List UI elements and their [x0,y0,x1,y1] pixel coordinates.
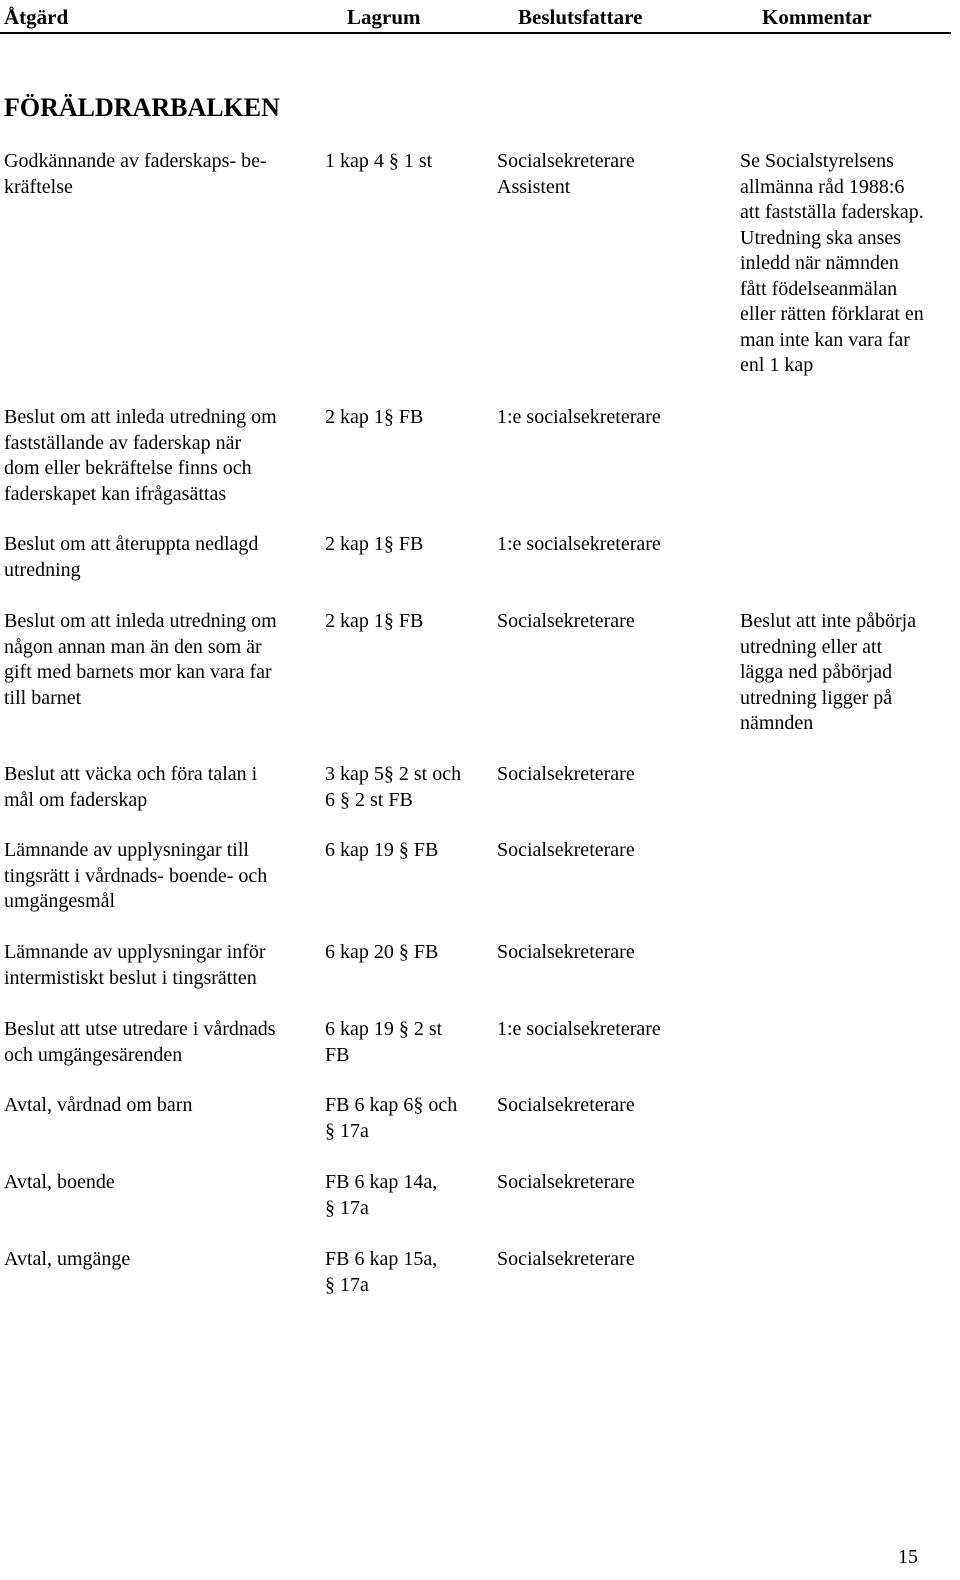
comment-cell [740,609,916,737]
law-cell [325,762,461,813]
comment-text-line: lägga ned påbörjad [740,661,893,683]
decider-cell [497,940,635,966]
decider-cell [497,838,635,864]
action-text-line: någon annan man än den som är [4,635,262,658]
action-text-line: Avtal, umgänge [4,1248,131,1270]
action-text-line: Lämnande av upplysningar inför [4,941,266,963]
law-cell [325,1170,437,1221]
action-text-line: Beslut om att inleda utredning om [4,406,277,428]
law-text-line: 2 kap 1§ FB [325,610,424,632]
comment-cell [740,149,924,379]
column-header-comment: Kommentar [762,5,872,29]
law-text-line: 2 kap 1§ FB [325,406,424,428]
action-text-line: och umgängesärenden [4,1043,183,1066]
law-text-line: FB [325,1043,350,1066]
comment-text-line: man inte kan vara far [740,328,910,351]
comment-text-line: allmänna råd 1988:6 [740,175,905,198]
law-text-line: 6 § 2 st FB [325,788,413,811]
comment-text-line: utredning ligger på [740,686,893,709]
law-text-line: FB 6 kap 6§ och [325,1094,458,1116]
law-text-line: 6 kap 19 § FB [325,839,439,861]
comment-text-line: utredning eller att [740,635,883,658]
decider-cell [497,149,635,200]
decider-text-line: 1:e socialsekreterare [497,1018,661,1040]
law-cell [325,609,423,635]
decider-text-line: Socialsekreterare [497,150,635,172]
decider-text-line: Socialsekreterare [497,1248,635,1270]
action-text-line: intermistiskt beslut i tingsrätten [4,966,257,989]
action-cell [4,149,267,200]
decider-text-line: Socialsekreterare [497,610,635,632]
decider-cell [497,532,661,558]
action-cell [4,1017,276,1068]
law-cell [325,532,423,558]
column-header-action: Åtgärd [4,5,69,29]
law-text-line: FB 6 kap 14a, [325,1171,438,1193]
decider-text-line: 1:e socialsekreterare [497,533,661,555]
action-text-line: Beslut att utse utredare i vårdnads [4,1018,276,1040]
action-cell [4,1093,192,1119]
law-cell [325,1247,437,1298]
decider-text-line: Socialsekreterare [497,763,635,785]
decider-text-line: Socialsekreterare [497,839,635,861]
action-cell [4,762,257,813]
column-header-decider: Beslutsfattare [518,5,643,29]
action-text-line: Avtal, vårdnad om barn [4,1094,193,1116]
law-cell [325,1093,457,1144]
action-cell [4,405,277,507]
action-text-line: dom eller bekräftelse finns och [4,457,252,479]
action-cell [4,1247,130,1273]
decider-cell [497,1017,661,1043]
law-text-line: § 17a [325,1273,369,1296]
comment-text-line: Se Socialstyrelsens [740,150,894,172]
decider-text-line: Socialsekreterare [497,941,635,963]
decider-cell [497,405,661,431]
law-text-line: § 17a [325,1196,369,1219]
law-cell [325,838,438,864]
action-cell [4,532,258,583]
comment-text-line: Utredning ska anses [740,226,902,249]
action-text-line: Lämnande av upplysningar till [4,839,249,861]
law-text-line: 1 kap 4 § 1 st [325,150,433,172]
comment-text-line: fått födelseanmälan [740,277,898,300]
decider-cell [497,1093,635,1119]
decider-cell [497,762,635,788]
action-cell [4,838,267,915]
action-cell [4,940,266,991]
action-text-line: tingsrätt i vårdnads- boende- och [4,864,268,887]
comment-text-line: eller rätten förklarat en [740,303,924,325]
action-text-line: fastställande av faderskap när [4,431,242,454]
column-header-law: Lagrum [347,5,421,29]
page-number: 15 [898,1546,918,1568]
action-text-line: Beslut om att återuppta nedlagd [4,533,259,555]
section-title: FÖRÄLDRARBALKEN [4,93,280,122]
action-text-line: Avtal, boende [4,1171,115,1193]
law-cell [325,940,438,966]
action-text-line: till barnet [4,686,82,709]
law-text-line: FB 6 kap 15a, [325,1248,438,1270]
action-text-line: kräftelse [4,175,73,198]
action-cell [4,609,277,711]
action-text-line: Beslut att väcka och föra talan i [4,763,258,785]
law-text-line: § 17a [325,1119,369,1142]
law-cell [325,405,423,431]
action-text-line: mål om faderskap [4,788,148,811]
law-cell [325,149,432,175]
decider-text-line: Socialsekreterare [497,1094,635,1116]
decider-cell [497,1247,635,1273]
comment-text-line: nämnden [740,712,814,734]
action-text-line: Beslut om att inleda utredning om [4,610,277,632]
decider-text-line: Assistent [497,175,571,198]
decider-cell [497,1170,635,1196]
action-text-line: utredning [4,558,81,581]
law-text-line: 2 kap 1§ FB [325,533,424,555]
action-text-line: gift med barnets mor kan vara far [4,661,272,683]
comment-text-line: att fastställa faderskap. [740,201,924,223]
decider-cell [497,609,635,635]
comment-text-line: enl 1 kap [740,354,814,376]
action-cell [4,1170,115,1196]
action-text-line: umgängesmål [4,890,116,912]
law-text-line: 6 kap 20 § FB [325,941,439,963]
law-cell [325,1017,442,1068]
action-text-line: Godkännande av faderskaps- be- [4,150,267,172]
action-text-line: faderskapet kan ifrågasättas [4,482,227,505]
comment-text-line: inledd när nämnden [740,252,899,274]
decider-text-line: 1:e socialsekreterare [497,406,661,428]
law-text-line: 3 kap 5§ 2 st och [325,763,462,785]
law-text-line: 6 kap 19 § 2 st [325,1018,443,1040]
comment-text-line: Beslut att inte påbörja [740,610,917,632]
decider-text-line: Socialsekreterare [497,1171,635,1193]
